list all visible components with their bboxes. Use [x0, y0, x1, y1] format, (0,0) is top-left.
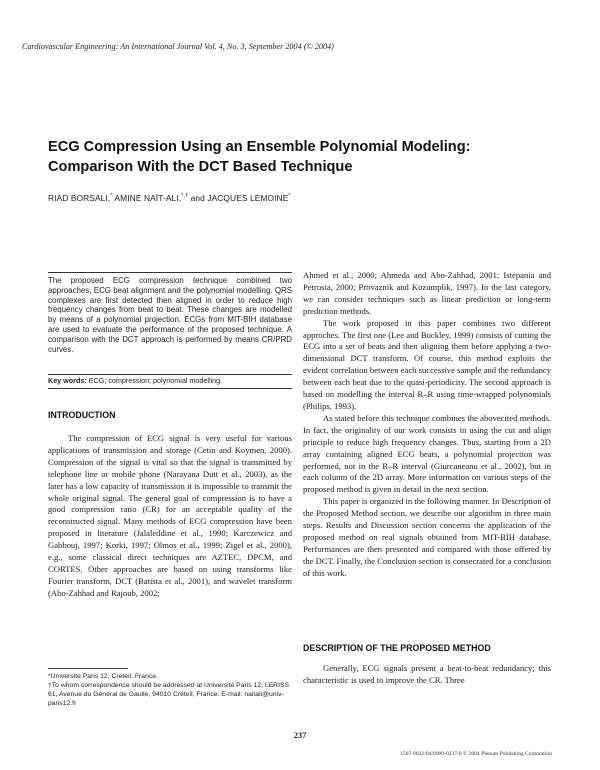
keywords [48, 376, 292, 385]
right-paragraph-3: As stated before this technique combines the abovecited methods. In fact, the originality of our work consists in using the cut and align principle to reduce high frequency changes. Thus, starting from a 2D array containing aligned ECG beats, a polynomial projection was performed, not in the R–R interval (Giurcaneanu et al., 2002), but in each column of the 2D array. More information on various steps of the proposed method is given in detail in the next section. [303, 412, 551, 495]
keywords-bottom-rule [48, 388, 292, 389]
method-body [303, 663, 551, 687]
author-2-affiliation: *,† [181, 193, 189, 200]
author-3: and JACQUES LEMOINE [188, 193, 289, 203]
abstract: The proposed ECG compression technique combined two approaches, ECG beat alignment and the polynomial modelling. QRS complexes are first detected then aligned in order to reduce high frequency changes from beat to beat. These changes are modelled by means of a polynomial projection. ECGs from MIT-BIH database are used to evaluate the performance of the proposed technique. A comparison with the DCT approach is performed by means CR/PRD curves. [48, 276, 292, 354]
journal-header: Cardiovascular Engineering: An International Journal Vol. 4, No. 3, September 2004 (© 2004) [22, 42, 334, 51]
footnote-affiliation: *Universite Paris 12, Creteil, France. [48, 673, 158, 680]
footnote-rule [48, 668, 128, 669]
footnote-correspondence: †To whom correspondence should be addressed at Université Paris 12, LERISS 61, Avenue du Général de Gaulle, 94010 Créteil, France. E-mail: naitali@univ-paris12.fr [48, 682, 290, 707]
footnotes [48, 672, 292, 708]
author-3-affiliation: * [288, 193, 291, 200]
right-paragraph-2: The work proposed in this paper combines two different approches. The first one (Lee and Buckley, 1999) consists of cutting the ECG into a set of beats and then aligning them before applying a two-dimensional DCT transform. Of course, this method exploits the evident correlation between each successive sample and the redundancy between each beat due to the quasi-periodicity. The second approach is based on modelling the interval R–R using time-wrapped polynomials (Philips, 1993). [303, 317, 551, 411]
right-column-body [303, 270, 551, 580]
abstract-bottom-rule [48, 374, 292, 375]
author-1-affiliation: * [110, 193, 113, 200]
keywords-text: ECG; compression; polynomial modelling. [86, 376, 223, 385]
title-line-1: ECG Compression Using an Ensemble Polynomial Modeling: [48, 139, 471, 155]
introduction-heading: INTRODUCTION [48, 410, 116, 420]
introduction-paragraph: The compression of ECG signal is very useful for various applications of transmission and storage (Cetin and Koymen, 2000). Compression of the signal is vital so that the signal is transmitted by telephone line or mobile phone (Narayana Dutt et al., 2003), as the later has a low capacity of transmission it is impossible to transmit the whole original signal. The general goal of compression is to have a good compression ratio (CR) for an acceptable quality of the reconstructed signal. Many methods of ECG compression have been proposed in literature (Jalaleddine et al., 1990; Karczewicz and Gabbouj, 1997; Korki, 1997; Olmos et al., 1999; Zigel et al., 2000), e.g., some classical direct techniques are AZTEC, DPCM, and CORTES. Other approaches are based on using transforms like Fourier transform, DCT (Batista et al., 2001), and wavelet transform (Abo-Zahhad and Rajoub, 2002; [48, 433, 292, 598]
right-paragraph-1: Ahmed et al., 2000; Ahmeda and Abo-Zahhad, 2001; Istepania and Petrosia, 2000; Provaznik and Kozumplik, 1997). In the last category, we can consider techniques such as linear prediction or long-term prediction methods. [303, 270, 551, 316]
title-line-2: Comparison With the DCT Based Technique [48, 159, 353, 175]
method-heading: DESCRIPTION OF THE PROPOSED METHOD [303, 643, 491, 653]
right-paragraph-4: This paper is organized in the following manner. In Description of the Proposed Method section, we describe our algorithm in three main steps. Results and Discussion section concerns the application of the proposed method on real signals obtained from MIT-BIH database. Performances are then presented and compared with those offered by the DCT. Finally, the Conclusion section is consecrated for a conclusion of this work. [303, 496, 551, 578]
author-2: AMINE NAÏT-ALI, [112, 193, 182, 203]
abstract-top-rule [48, 272, 292, 273]
page-number: 237 [293, 731, 307, 740]
author-list [48, 193, 568, 203]
keywords-label: Key words: [48, 376, 87, 385]
copyright-line: 1567-8822/04/0900-0237/0 © 2004 Plenum Publishing Corporation [399, 751, 552, 757]
author-1: RIAD BORSALI, [48, 193, 111, 203]
introduction-body [48, 433, 292, 600]
paper-title [48, 137, 568, 177]
method-paragraph: Generally, ECG signals present a beat-to-beat redundancy; this characteristic is used to improve the CR. Three [303, 663, 551, 685]
